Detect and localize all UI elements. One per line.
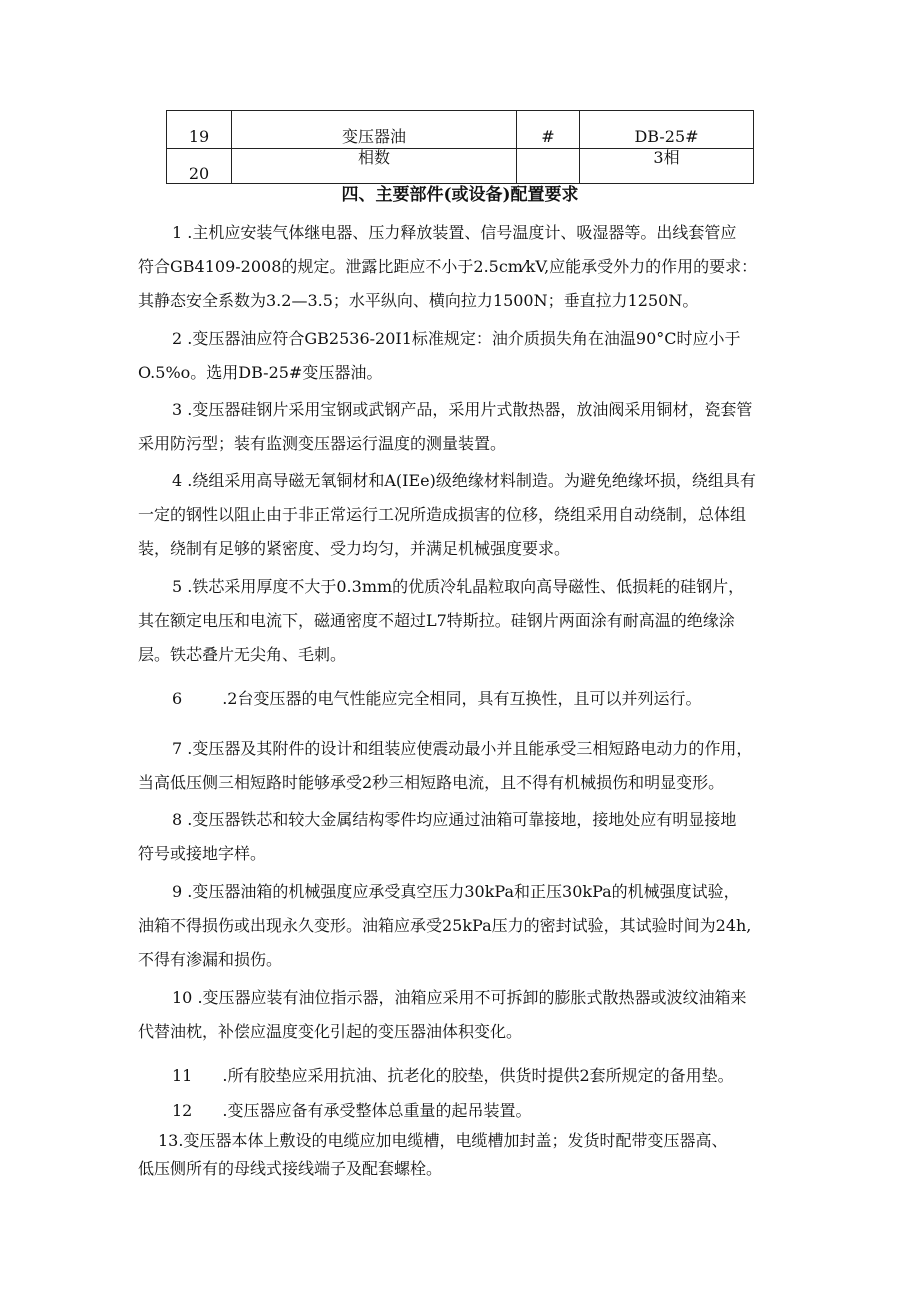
requirement-paragraph-5 (138, 570, 778, 672)
paragraph-line: 层。铁芯叠片无尖角、毛刺。 (138, 645, 347, 664)
paragraph-line: 5 .铁芯采用厚度不大于0.3mm的优质冷轧晶粒取向高导磁性、低损耗的硅钢片， (172, 577, 745, 596)
unit-cell: # (517, 111, 580, 149)
paragraph-line: 11 .所有胶垫应采用抗油、抗老化的胶垫，供货时提供2套所规定的备用垫。 (172, 1066, 734, 1085)
paragraph-line: 采用防污型；装有监测变压器运行温度的测量装置。 (138, 434, 507, 453)
requirement-paragraph-6 (138, 682, 778, 716)
row-number-cell: 19 (167, 111, 232, 149)
requirement-paragraph-3 (138, 393, 778, 461)
paragraph-line: 符号或接地字样。 (138, 844, 267, 863)
paragraph-line: 2 .变压器油应符合GB2536-20I1标准规定：油介质损失角在油温90°C时应小于 (172, 329, 741, 348)
table-row (167, 149, 754, 184)
requirement-paragraph-8 (138, 803, 778, 871)
paragraph-line: 其在额定电压和电流下，磁通密度不超过L7特斯拉。硅钢片两面涂有耐高温的绝缘涂 (138, 611, 735, 630)
paragraph-line: 13.变压器本体上敷设的电缆应加电缆槽，电缆槽加封盖；发货时配带变压器高、 (158, 1131, 728, 1150)
paragraph-line: 代替油枕，补偿应温度变化引起的变压器油体积变化。 (138, 1022, 523, 1041)
paragraph-line: 9 .变压器油箱的机械强度应承受真空压力30kPa和正压30kPa的机械强度试验， (172, 882, 740, 901)
unit-cell (517, 149, 580, 184)
paragraph-line: 8 .变压器铁芯和较大金属结构零件均应通过油箱可靠接地，接地处应有明显接地 (172, 810, 737, 829)
paragraph-line: O.5%o。选用DB-25#变压器油。 (138, 363, 383, 382)
paragraph-line: 7 .变压器及其附件的设计和组装应使震动最小并且能承受三相短路电动力的作用， (172, 739, 753, 758)
row-number-cell: 20 (167, 149, 232, 184)
requirement-paragraph-4 (138, 464, 778, 566)
paragraph-line: 不得有渗漏和损伤。 (138, 950, 283, 969)
requirement-paragraph-9 (138, 875, 778, 977)
paragraph-line: 3 .变压器硅钢片采用宝钢或武钢产品，采用片式散热器，放油阀采用铜材，瓷套管 (172, 400, 753, 419)
requirement-paragraph-2 (138, 322, 778, 390)
requirement-paragraph-13 (138, 1124, 778, 1186)
requirement-paragraph-10 (138, 981, 778, 1049)
paragraph-line: 其静态安全系数为3.2—3.5；水平纵向、横向拉力1500N；垂直拉力1250N。 (138, 291, 699, 310)
requirement-paragraph-1 (138, 216, 778, 318)
paragraph-line: 符合GB4109-2008的规定。泄露比距应不小于2.5cm⁄kV,应能承受外力的作用的要求： (138, 257, 758, 276)
paragraph-line: 油箱不得损伤或出现永久变形。油箱应承受25kPa压力的密封试验，其试验时间为24h, (138, 916, 752, 935)
value-cell: DB-25# (580, 111, 754, 149)
paragraph-line: 12 .变压器应备有承受整体总重量的起吊装置。 (172, 1101, 532, 1120)
section-title: 四、主要部件(或设备)配置要求 (341, 185, 579, 205)
paragraph-line: 装，绕制有足够的紧密度、受力均匀，并满足机械强度要求。 (138, 539, 571, 558)
paragraph-line: 4 .绕组采用高导磁无氧铜材和A(IEe)级绝缘材料制造。为避免绝缘坏损，绕组具有 (172, 471, 756, 490)
requirement-paragraph-11 (138, 1059, 778, 1093)
spec-table (166, 110, 754, 184)
item-name-cell: 变压器油 (232, 111, 517, 149)
item-name-cell: 相数 (232, 149, 517, 184)
requirement-paragraph-7 (138, 732, 778, 800)
paragraph-line: 10 .变压器应装有油位指示器，油箱应采用不可拆卸的膨胀式散热器或波纹油箱来 (172, 988, 747, 1007)
paragraph-line: 当高低压侧三相短路时能够承受2秒三相短路电流，且不得有机械损伤和明显变形。 (138, 773, 725, 792)
paragraph-line: 一定的钢性以阻止由于非正常运行工况所造成损害的位移，绕组采用自动绕制，总体组 (138, 505, 747, 524)
requirement-paragraph-12 (138, 1094, 778, 1128)
paragraph-line: 低压侧所有的母线式接线端子及配套螺栓。 (138, 1159, 443, 1178)
table-row (167, 111, 754, 149)
value-cell: 3相 (580, 149, 754, 184)
paragraph-line: 6 .2台变压器的电气性能应完全相同，具有互换性，且可以并列运行。 (172, 689, 702, 708)
paragraph-line: 1 .主机应安装气体继电器、压力释放装置、信号温度计、吸湿器等。出线套管应 (172, 223, 737, 242)
